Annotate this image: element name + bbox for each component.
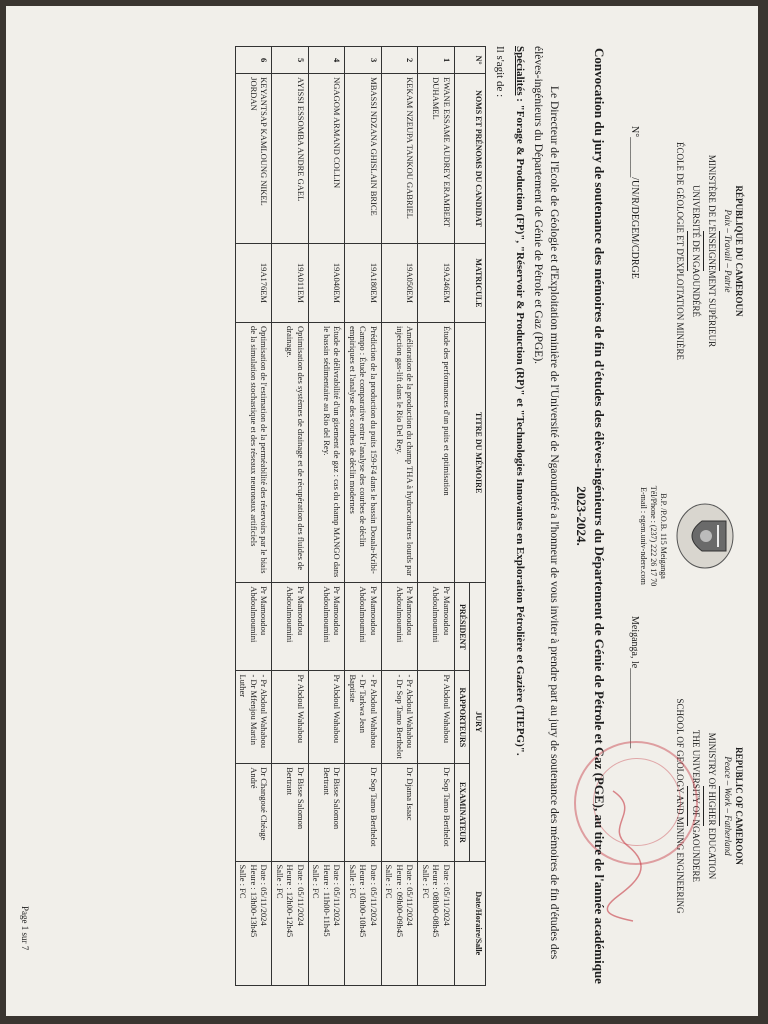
cell-num: 2: [382, 47, 419, 74]
header-right-divider: [719, 786, 720, 826]
cell-num: 3: [345, 47, 382, 74]
cell-rapp: Pr Abdoul Wahabou: [309, 671, 346, 764]
cell-name: EWANE ESSAME AUDREY ERAMBERT DUHAMEL: [418, 74, 455, 244]
cell-mat: 19A176EM: [236, 243, 273, 322]
cell-rapp: - Pr Abdoul Wahabou - Dr Tarkwa Jean Baptiste: [345, 671, 382, 764]
cell-title: Prédiction de la production du puits 159-F4 dans le bassin Douala-Kribi-Campo : Étude comparative entre l'analyse des courbes de déclin empiriques et l'analyse des courbes de déclin modernes: [345, 323, 382, 583]
contact-line3: E-mail : egem.univ-ndere.com: [639, 487, 648, 585]
cell-name: AYISSI ESSOMBA ANDRE GAEL: [272, 74, 309, 244]
cell-mat: 19A180EM: [345, 243, 382, 322]
cell-exam: Dr Sop Tamo Berthelot: [418, 764, 455, 861]
cell-date: Date : 05/11/2024 Heure : 10h00-10h45 Salle : FC: [345, 861, 382, 986]
cell-pres: Pr Mamoudou Abdoulmoumini: [236, 583, 273, 671]
col-jury: JURY: [470, 583, 486, 861]
col-matricule: MATRICULE: [455, 243, 486, 322]
specialites: [514, 46, 526, 986]
cell-rapp: - Pr Abdoul Wahabou - Dr Sop Tamo Berthelot: [382, 671, 419, 764]
cell-pres: Pr Mamoudou Abdoulmoumini: [345, 583, 382, 671]
header-left: [674, 86, 744, 416]
il-sagit-label: Il s'agit de :: [494, 46, 506, 98]
header-left-line4: ÉCOLE DE GÉOLOGIE ET D'EXPLOITATION MINIÈRE: [675, 142, 685, 360]
header-right-divider: [703, 786, 704, 826]
header-left-divider: [719, 231, 720, 271]
table-row: [345, 47, 382, 986]
cell-num: 5: [272, 47, 309, 74]
header-right-line2: MINISTRY OF HIGHER EDUCATION: [707, 732, 717, 880]
contact-info: [638, 436, 668, 636]
rotated-content: [6, 6, 758, 1016]
table-row: [309, 47, 346, 986]
cell-name: KEYANTSAP KAMLOUNG NIKEL JORDAN: [236, 74, 273, 244]
document-title: Convocation du jury de soutenance des mémoires de fin d'études des élèves-ingénieurs du Département de Génie de Pétrole et Gaz (PGE), au titre de l'année académique 2023-2024.: [574, 48, 607, 984]
cell-date: Date : 05/11/2024 Heure : 08h00-08h45 Salle : FC: [418, 861, 455, 986]
col-title: TITRE DU MÉMOIRE: [455, 323, 486, 583]
cell-exam: Dr Bisse Salomon Bertrant: [309, 764, 346, 861]
header-right-line1: REPUBLIC OF CAMEROON: [734, 747, 744, 865]
header-left-divider: [687, 231, 688, 271]
cell-pres: Pr Mamoudou Abdoulmoumini: [382, 583, 419, 671]
cell-rapp: Pr Abdoul Wahabou: [272, 671, 309, 764]
header-left-motto: Paix – Travail – Patrie: [723, 209, 733, 293]
header-left-divider: [703, 231, 704, 271]
cell-title: Étude de délivrabilité d'un gisement de gaz : cas du champ MANGO dans le bassin sédimentaire au Rio del Rey.: [309, 323, 346, 583]
header-right-line3: THE UNIVERSITY OF NGAOUNDERE: [691, 730, 701, 882]
table-row: [418, 47, 455, 986]
cell-exam: Dr Changoué Chéage André: [236, 764, 273, 861]
document-page: [6, 6, 758, 1016]
cell-title: Optimisation de l'estimation de la perméabilité des réservoirs par le biais de la simulation stochastique et des réseaux neuronaux artificiels: [236, 323, 273, 583]
table-row: [236, 47, 273, 986]
cell-mat: 19A040EM: [309, 243, 346, 322]
contact-line1: B.P. /P.O.B. 115 Meiganga: [659, 493, 668, 579]
page-number: Page 1 sur 7: [20, 906, 30, 951]
cell-name: KEKAM NZEUPA TANKOU GABRIEL: [382, 74, 419, 244]
jury-table-body: [236, 47, 455, 986]
cell-num: 4: [309, 47, 346, 74]
col-name: NOMS ET PRÉNOMS DU CANDIDAT: [455, 74, 486, 244]
header-left-line3: UNIVERSITÉ DE NGAOUNDÉRÉ: [691, 185, 701, 317]
specialites-label: Spécialités: [514, 46, 526, 96]
header-right-motto: Peace – Work – Fatherland: [723, 756, 733, 856]
cell-mat: 19A050EM: [382, 243, 419, 322]
egem-shield-icon: [674, 501, 736, 571]
cell-date: Date : 05/11/2024 Heure : 11h00-11h45 Salle : FC: [309, 861, 346, 986]
cell-rapp: - Pr Abdoul Wahabou - Dr Mfenjou Martin Luther: [236, 671, 273, 764]
cell-name: NGAGOM ARMAND COLLIN: [309, 74, 346, 244]
place-date: Meiganga, le________________: [629, 616, 640, 749]
cell-num: 6: [236, 47, 273, 74]
cell-date: Date : 05/11/2024 Heure : 12h00-12h45 Salle : FC: [272, 861, 309, 986]
intro-paragraph: Le Directeur de l'Ecole de Géologie et d'Exploitation minière de l'Université de Ngaoundéré a l'honneur de vous inviter à prendre part au jury de soutenance des mémoires de fin d'études des élèves-ingénieurs du Département de Génie de Pétrole et Gaz (PGE).: [532, 46, 560, 960]
jury-table: [235, 46, 486, 986]
cell-rapp: Pr Abdoul Wahabou: [418, 671, 455, 764]
header-left-line1: RÉPUBLIQUE DU CAMEROUN: [734, 185, 744, 317]
reference-number: N°________/UN/R/DEGEM/CDRGE: [629, 126, 640, 279]
cell-exam: Dr Djama Isaac: [382, 764, 419, 861]
table-row: [272, 47, 309, 986]
cell-exam: Dr Sop Tamo Berthelot: [345, 764, 382, 861]
col-examinateur: EXAMINATEUR: [455, 764, 471, 861]
cell-date: Date : 05/11/2024 Heure : 09h00-09h45 Salle : FC: [382, 861, 419, 986]
cell-mat: 19A011EM: [272, 243, 309, 322]
cell-date: Date : 05/11/2024 Heure : 13h00-13h45 Salle : FC: [236, 861, 273, 986]
cell-name: MBASSI NDZANA GHISLAIN BRICE: [345, 74, 382, 244]
header-left-line2: MINISTÈRE DE L'ENSEIGNEMENT SUPÉRIEUR: [707, 154, 717, 348]
cell-exam: Dr Bisse Salomon Bertrant: [272, 764, 309, 861]
specialites-list: : "Forage & Production (FP)", "Réservoir & Production (RP)" et "Technologies Innovantes en Exploration Pétrolière et Gazière (TIEPG)".: [514, 95, 526, 756]
cell-pres: Pr Mamoudou Abdoulmoumini: [272, 583, 309, 671]
col-num: N°: [455, 47, 486, 74]
cell-title: Étude des performances d'un puits et optimisation: [418, 323, 455, 583]
header-right-line4: SCHOOL OF GEOLOGY AND MINING ENGINEERING: [675, 698, 685, 914]
cell-title: Amélioration de la production du champ THA à hydrocarbures lourds par injection gas-lift dans le Rio Del Rey.: [382, 323, 419, 583]
cell-num: 1: [418, 47, 455, 74]
cell-pres: Pr Mamoudou Abdoulmoumini: [309, 583, 346, 671]
cell-mat: 19A246EM: [418, 243, 455, 322]
col-rapporteurs: RAPPORTEURS: [455, 671, 471, 764]
col-president: PRÉSIDENT: [455, 583, 471, 671]
contact-line2: Tél/Phone : (237) 222 26 17 70: [649, 485, 658, 587]
cell-title: Optimisation des systèmes de drainage et de récupération des fluides de drainage.: [272, 323, 309, 583]
cell-pres: Pr Mamoudou Abdoulmoumini: [418, 583, 455, 671]
col-date: Date/Horaire/Salle: [455, 861, 486, 986]
table-row: [382, 47, 419, 986]
